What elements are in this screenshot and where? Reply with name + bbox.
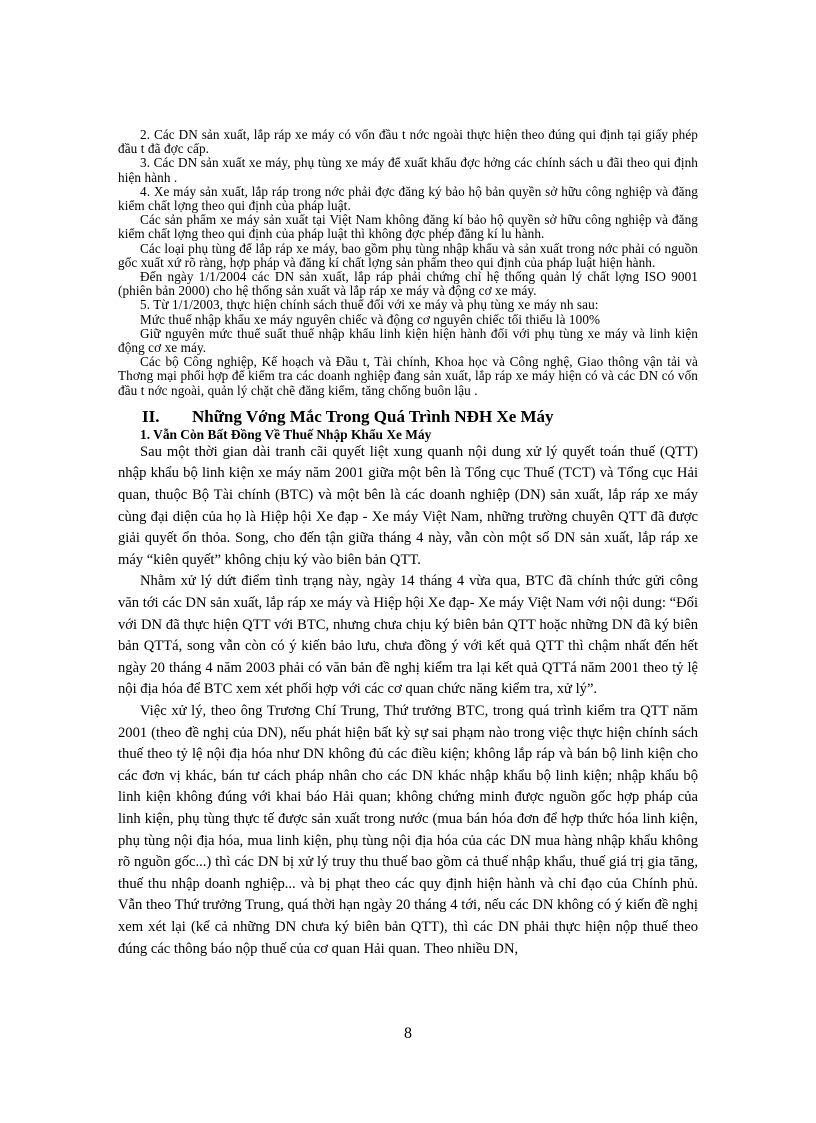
paragraph: 4. Xe máy sản xuất, lắp ráp trong nớc phải đợc đăng ký bảo hộ bản quyền sở hữu công nghiệp và đăng kiểm chất lợng theo qui định của pháp luật. [118,183,698,214]
paragraph: Sau một thời gian dài tranh cãi quyết liệt xung quanh nội dung xử lý quyết toán thuế (QTT) nhập khẩu bộ linh kiện xe máy năm 2001 giữa một bên là Tổng cục Thuế (TCT) và Tổng cục Hải quan, thuộc Bộ Tài chính (BTC) và một bên là các doanh nghiệp (DN) sản xuất, lắp ráp xe máy cùng đại diện của họ là Hiệp hội Xe đạp - Xe máy Việt Nam, những trường chuyên QTT đã được giải quyết ổn thỏa. Song, cho đến tận giữa tháng 4 này, vẫn còn một số DN sản xuất, lắp ráp xe máy “kiên quyết” không chịu ký vào biên bản QTT. [118,443,698,568]
paragraph: Việc xử lý, theo ông Trương Chí Trung, Thứ trưởng BTC, trong quá trình kiểm tra QTT năm 2001 (theo đề nghị của DN), nếu phát hiện bất kỳ sự sai phạm nào trong việc thực hiện chính sách thuế theo tỷ lệ nội địa hóa như DN không đủ các điều kiện; không lắp ráp và bán bộ linh kiện cho các đơn vị khác, bán tư cách pháp nhân cho các DN khác nhập khẩu bộ linh kiện; nhập khẩu bộ linh kiện không đúng với khai báo Hải quan; không chứng minh được nguồn gốc hợp pháp của linh kiện, phụ tùng thực tế được sản xuất trong nước (mua bán hóa đơn để hợp thức hóa linh kiện, phụ tùng nội địa hóa, mua linh kiện, phụ tùng nội địa hóa của các DN mua hàng nhập khẩu không rõ nguồn gốc...) thì các DN bị xử lý truy thu thuế bao gồm cả thuế nhập khẩu, thuế giá trị gia tăng, thuế thu nhập doanh nghiệp... và bị phạt theo các quy định hiện hành và chỉ đạo của Chính phủ. Vẫn theo Thứ trưởng Trung, quá thời hạn ngày 20 tháng 4 tới, nếu các DN không có ý kiến đề nghị xem xét lại (kể cả những DN chưa ký biên bản QTT), thì các DN phải thực hiện nộp thuế theo đúng các thông báo nộp thuế của cơ quan Hải quan. Theo nhiều DN, [118,702,698,957]
paragraph: Giữ nguyên mức thuế suất thuế nhập khẩu linh kiện hiện hành đối với phụ tùng xe máy và linh kiện động cơ xe máy. [118,325,698,356]
paragraph: Các sản phẩm xe máy sản xuất tại Việt Nam không đăng kí bảo hộ quyền sở hữu công nghiệp và đăng kiểm chất lợng theo qui định của pháp luật thì không đợc phép đăng kí lu hành. [118,212,698,242]
paragraph: 2. Các DN sản xuất, lắp ráp xe máy có vốn đầu t nớc ngoài thực hiện theo đúng qui định tại giấy phép đầu t đã đợc cấp. [118,127,698,157]
paragraph: Nhằm xử lý dứt điểm tình trạng này, ngày 14 tháng 4 vừa qua, BTC đã chính thức gửi công văn tới các DN sản xuất, lắp ráp xe máy và Hiệp hội Xe đạp- Xe máy Việt Nam với nội dung: “Đối với DN đã thực hiện QTT với BTC, nhưng chưa chịu ký biên bản QTT hoặc những DN đã ký biên bản QTTá, song vẫn còn có ý kiến bảo lưu, chưa đồng ý với kết quả QTT thì chậm nhất đến hết ngày 20 tháng 4 năm 2003 phải có văn bản đề nghị kiểm tra lại kết quả QTTá năm 2001 theo tỷ lệ nội địa hóa để BTC xem xét phối hợp với các cơ quan chức năng kiểm tra, xử lý”. [118,573,698,698]
document-page [118,128,698,960]
paragraph: 5. Từ 1/1/2003, thực hiện chính sách thuế đối với xe máy và phụ tùng xe máy nh sau: [140,297,599,313]
paragraph: Các bộ Công nghiệp, Kế hoạch và Đầu t, Tài chính, Khoa học và Công nghệ, Giao thông vận tải và Thơng mại phối hợp để kiểm tra các doanh nghiệp đang sản xuất, lắp ráp xe máy hiện có và các DN có vốn đầu t nớc ngoài, quản lý chặt chẽ đăng kiểm, tăng chống buôn lậu . [118,354,698,398]
paragraph: Các loại phụ tùng để lắp ráp xe máy, bao gồm phụ tùng nhập khẩu và sản xuất trong nớc phải có nguồn gốc xuất xứ rõ ràng, hợp pháp và đăng kí chất lợng sản phẩm theo qui định của pháp luật hiện hành. [118,240,698,270]
subsection-heading: 1. Vẫn Còn Bất Đồng Về Thuế Nhập Khẩu Xe Máy [140,426,432,442]
page-number: 8 [404,1025,412,1042]
paragraph: Đến ngày 1/1/2004 các DN sản xuất, lắp ráp phải chứng chỉ hệ thống quản lý chất lợng ISO 9001 (phiên bản 2000) cho hệ thống sản xuất và lắp ráp xe máy và động cơ xe máy. [118,269,698,299]
paragraph: Mức thuế nhập khẩu xe máy nguyên chiếc và động cơ nguyên chiếc tối thiểu là 100% [140,311,601,327]
body-paragraphs [118,442,698,960]
regulation-paragraphs [118,128,698,398]
section-number: II. [142,406,160,426]
section-heading [118,406,698,427]
section-title: Những Vớng Mắc Trong Quá Trình NĐH Xe Máy [192,406,554,426]
paragraph: 3. Các DN sản xuất xe máy, phụ tùng xe máy để xuất khẩu đợc hởng các chính sách u đãi theo qui định hiện hành . [118,155,698,185]
